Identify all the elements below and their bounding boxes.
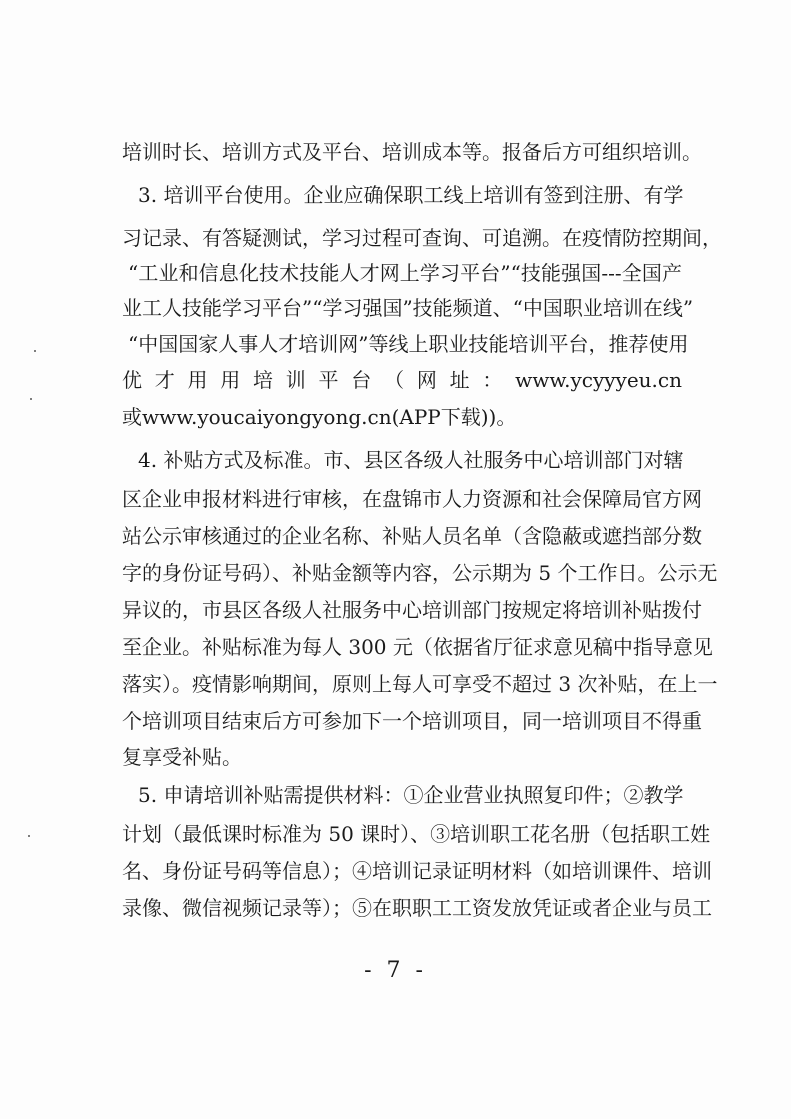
text-line: 习记录、有答疑测试，学习过程可查询、可追溯。在疫情防控期间， [122,226,722,250]
text-line: 至企业。补贴标准为每人 300 元（依据省厅征求意见稿中指导意见 [122,635,713,659]
scan-speck [34,350,36,352]
text-line: 异议的，市县区各级人社服务中心培训部门按规定将培训补贴拨付 [122,598,702,622]
text-line: 名、身份证号码等信息）；④培训记录证明材料（如培训课件、培训 [122,859,712,883]
text-line: 站公示审核通过的企业名称、补贴人员名单（含隐蔽或遮挡部分数 [122,524,702,548]
text-line: “工业和信息化技术技能人才网上学习平台”“技能强国---全国产 [128,261,682,285]
text-line: 培训时长、培训方式及平台、培训成本等。报备后方可组织培训。 [122,140,702,164]
text-line: 个培训项目结束后方可参加下一个培训项目，同一培训项目不得重 [122,709,702,733]
scan-speck [30,398,32,400]
text-line: 业工人技能学习平台”“学习强国”技能频道、“中国职业培训在线” [122,296,694,320]
scan-speck [28,835,30,837]
text-line: 或www.youcaiyongyong.cn(APP下载))。 [122,405,517,429]
text-line: 4. 补贴方式及标准。市、县区各级人社服务中心培训部门对辖 [118,448,684,472]
text-line: 3. 培训平台使用。企业应确保职工线上培训有签到注册、有学 [118,183,684,207]
text-line: 录像、微信视频记录等）；⑤在职职工工资发放凭证或者企业与员工 [122,896,712,920]
text-line: 计划（最低课时标准为 50 课时）、③培训职工花名册（包括职工姓 [122,822,711,846]
page-number: - 7 - [364,958,427,983]
text-line: 优 才 用 用 培 训 平 台 （ 网 址 ： www.ycyyyeu.cn [122,368,682,392]
text-line: 区企业申报材料进行审核，在盘锦市人力资源和社会保障局官方网 [122,487,702,511]
text-line: 字的身份证号码）、补贴金额等内容，公示期为 5 个工作日。公示无 [122,561,718,585]
text-line: “中国国家人事人才培训网”等线上职业技能培训平台，推荐使用 [128,332,689,356]
text-line: 5. 申请培训补贴需提供材料：①企业营业执照复印件；②教学 [118,783,684,807]
text-line: 落实）。疫情影响期间，原则上每人可享受不超过 3 次补贴，在上一 [122,672,718,696]
text-line: 复享受补贴。 [122,745,242,769]
